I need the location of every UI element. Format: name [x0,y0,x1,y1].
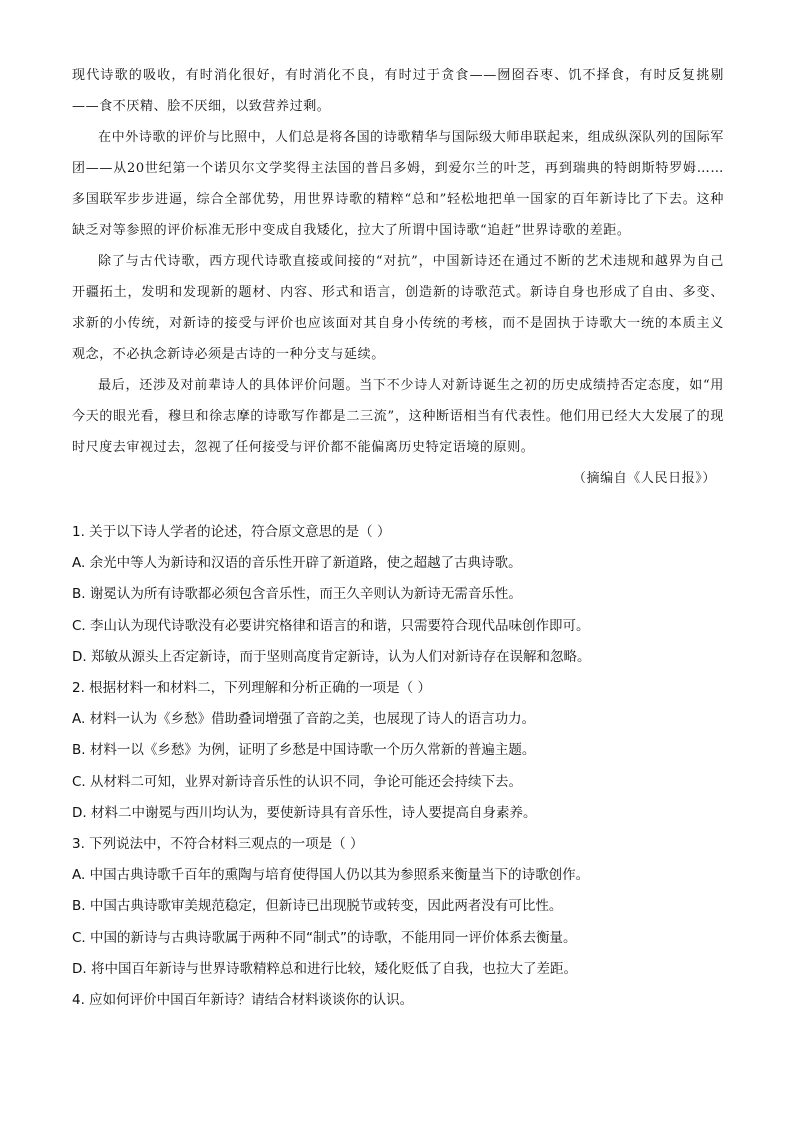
question-1 [72,517,732,673]
question-1-stem: 1. 关于以下诗人学者的论述，符合原文意思的是（ ） [72,524,391,540]
question-1-option-a: A. 余光中等人为新诗和汉语的音乐性开辟了新道路，使之超越了古典诗歌。 [72,555,522,572]
question-2-stem: 2. 根据材料一和材料二，下列理解和分析正确的一项是（ ） [72,680,431,697]
question-3-option-b: B. 中国古典诗歌审美规范稳定，但新诗已出现脱节或转变，因此两者没有可比性。 [72,898,563,915]
question-3-stem: 3. 下列说法中，不符合材料三观点的一项是（ ） [72,836,364,853]
passage-paragraph-3: 除了与古代诗歌，西方现代诗歌直接或间接的“对抗”，中国新诗还在通过不断的艺术违规和越界为自己开疆拓土，发明和发现新的题材、内容、形式和语言，创造新的诗歌范式。新诗自身也形成了自由、多变、求新的小传统，对新诗的接受与评价也应该面对其自身小传统的考核，而不是固执于诗歌大一统的本质主义观念，不必执念新诗必须是古诗的一种分支与延续。 [72,254,724,362]
question-2-option-c: C. 从材料二可知，业界对新诗音乐性的认识不同，争论可能还会持续下去。 [72,773,523,790]
question-3-option-a: A. 中国古典诗歌千百年的熏陶与培育使得国人仍以其为参照系来衡量当下的诗歌创作。 [72,867,590,884]
question-4 [72,985,732,1016]
question-3-option-d: D. 将中国百年新诗与世界诗歌精粹总和进行比较，矮化贬低了自我，也拉大了差距。 [72,960,577,977]
question-2-option-b: B. 材料一以《乡愁》为例，证明了乡愁是中国诗歌一个历久常新的普遍主题。 [72,742,536,759]
question-2-option-a: A. 材料一认为《乡愁》借助叠词增强了音韵之美，也展现了诗人的语言功力。 [72,711,536,728]
question-1-option-b: B. 谢冕认为所有诗歌都必须包含音乐性，而王久辛则认为新诗无需音乐性。 [72,586,522,603]
passage-source: （摘编自《人民日报》） [572,471,716,486]
question-4-stem: 4. 应如何评价中国百年新诗？请结合材料谈谈你的认识。 [72,992,414,1009]
question-1-option-c: C. 李山认为现代诗歌没有必要讲究格律和语言的和谐，只需要符合现代品味创作即可。 [72,617,590,634]
question-list [72,517,732,1016]
question-3 [72,829,732,985]
question-1-option-d: D. 郑敏从源头上否定新诗，而于坚则高度肯定新诗，认为人们对新诗存在误解和忽略。 [72,648,591,665]
question-3-option-c: C. 中国的新诗与古典诗歌属于两种不同“制式”的诗歌，不能用同一评价体系去衡量。 [72,929,577,946]
question-2 [72,673,732,829]
passage-paragraph-1: 现代诗歌的吸收，有时消化很好，有时消化不良，有时过于贪食——囫囵吞枣、饥不择食，有时反复挑剔——食不厌精、脍不厌细，以致营养过剩。 [72,68,724,114]
passage-paragraph-2: 在中外诗歌的评价与比照中，人们总是将各国的诗歌精华与国际级大师串联起来，组成纵深队列的国际军团——从20世纪第一个诺贝尔文学奖得主法国的普吕多姆，到爱尔兰的叶芝，再到瑞典的特朗斯特罗姆……多国联军步步进逼，综合全部优势，用世界诗歌的精粹“总和”轻松地把单一国家的百年新诗比了下去。这种缺乏对等参照的评价标准无形中变成自我矮化，拉大了所谓中国诗歌“追赶”世界诗歌的差距。 [72,130,724,238]
passage-paragraph-4: 最后，还涉及对前辈诗人的具体评价问题。当下不少诗人对新诗诞生之初的历史成绩持否定态度，如“用今天的眼光看，穆旦和徐志摩的诗歌写作都是二三流”，这种断语相当有代表性。他们用已经大大发展了的现时尺度去审视过去，忽视了任何接受与评价都不能偏离历史特定语境的原则。 [72,378,724,455]
question-2-option-d: D. 材料二中谢冕与西川均认为，要使新诗具有音乐性，诗人要提高自身素养。 [72,804,537,821]
reading-passage [72,60,724,494]
